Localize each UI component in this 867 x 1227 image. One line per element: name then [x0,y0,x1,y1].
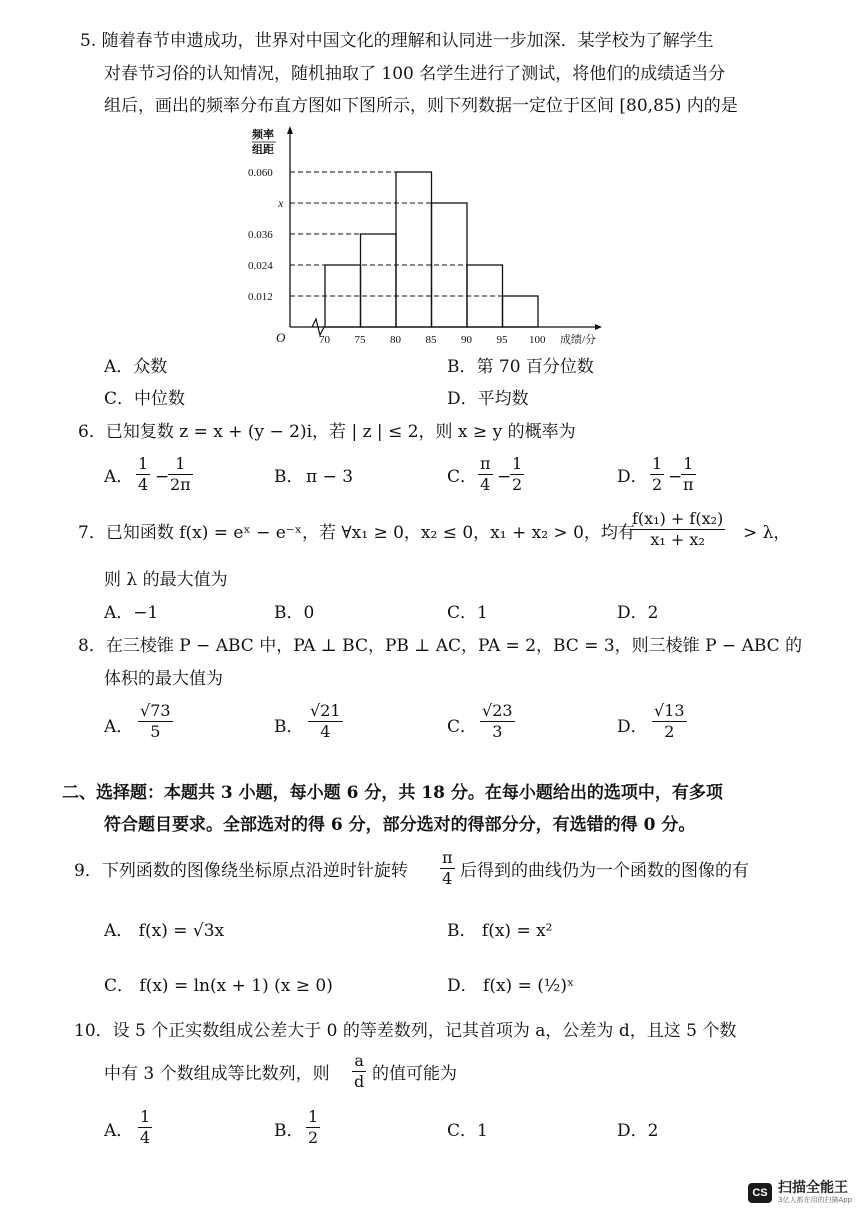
q6-option-b-label: B． [274,467,304,487]
y-tick-label-0: 0.060 [248,167,273,179]
q6-option-c-label: C． [447,467,478,487]
q10-stem-fraction: a d [354,1051,365,1091]
x-tick-label-0: 70 [319,334,330,346]
q10-stem-line2-post: 的值可能为 [372,1064,457,1084]
q5-option-b: B．第 70 百分位数 [447,357,594,377]
y-label-bottom: 组距 [252,144,274,156]
q6-option-a-frac1: 1 4 [138,454,149,494]
q6-option-b-expr: π − 3 [306,467,354,487]
q10-option-b-label: B． [274,1121,304,1141]
y-tick-label-2: 0.036 [248,229,273,241]
x-tick-label-5: 95 [496,334,508,346]
q5-stem-line1: 5. 随着春节申遗成功，世界对中国文化的理解和认同进一步加深．某学校为了解学生 [80,31,714,51]
q6-option-d-label: D． [617,467,648,487]
q10-option-b-frac: 1 2 [308,1107,319,1147]
q9-option-a: A． f(x) = √3x [104,921,225,941]
q10-option-a-frac: 1 4 [140,1107,151,1147]
origin-label: O [276,330,286,345]
q8-option-b-label: B． [274,717,304,737]
x-tick-label-4: 90 [461,334,472,346]
frequency-histogram [240,122,610,354]
watermark-slogan: 3亿人都在用的扫描App [778,1196,853,1204]
x-tick-label-6: 100 [529,334,546,346]
x-axis-arrow [595,324,602,330]
q9-option-c: C． f(x) = ln(x + 1) (x ≥ 0) [104,976,333,996]
y-tick-label-3: 0.024 [248,260,273,272]
q5-stem-line3: 组后，画出的频率分布直方图如下图所示，则下列数据一定位于区间 [80,85) 内的是 [104,96,738,116]
q7-option-b: B．0 [274,603,315,623]
q5-option-a: A．众数 [104,357,168,377]
q6-option-c-op: − [497,467,512,487]
q5-stem-line2: 对春节习俗的认知情况，随机抽取了 100 名学生进行了测试，将他们的成绩适当分 [104,64,726,84]
q6-option-c-frac2: 1 2 [512,454,523,494]
q9-option-d: D． f(x) = (½)ˣ [447,976,575,996]
q10-option-a-label: A． [104,1121,134,1141]
camscanner-logo-icon: CS [748,1183,772,1203]
q7-option-a: A．−1 [104,603,159,623]
q10-stem-line2-pre: 中有 3 个数组成等比数列，则 [104,1064,330,1084]
q9-stem-post: 后得到的曲线仍为一个函数的图像的有 [460,861,749,881]
y-tick-label-1: x [278,196,284,210]
watermark-app-name: 扫描全能王 [778,1180,848,1196]
q7-stem: 7．已知函数 f(x) = eˣ − e⁻ˣ，若 ∀x₁ ≥ 0，x₂ ≤ 0，x₁ + x₂ > 0，均有 [78,523,635,543]
q6-option-c-frac1: π 4 [480,454,491,494]
q8-option-d-label: D． [617,717,648,737]
q6-option-a-label: A． [104,467,134,487]
x-tick-label-2: 80 [390,334,401,346]
x-axis-label: 成绩/分 [560,334,597,346]
q7-fraction: f(x₁) + f(x₂) x₁ + x₂ [632,509,724,549]
q7-stem-line2: 则 λ 的最大值为 [104,570,228,590]
q8-option-c-frac: √23 3 [482,701,513,741]
q6-stem: 6．已知复数 z = x + (y − 2)i，若 | z | ≤ 2，则 x ≥ y 的概率为 [78,422,576,442]
q6-option-a-frac2: 1 2π [170,454,191,494]
y-label-top: 频率 [252,129,274,141]
histogram-bar-1 [361,234,397,327]
q8-option-a-frac: √73 5 [140,701,171,741]
q8-option-a-label: A． [104,717,134,737]
q9-option-b: B． f(x) = x² [447,921,553,941]
q8-option-d-frac: √13 2 [654,701,685,741]
q7-option-d: D．2 [617,603,659,623]
y-tick-label-4: 0.012 [248,291,273,303]
q6-option-a-op: − [155,467,170,487]
section2-heading-line2: 符合题目要求。全部选对的得 6 分，部分选对的得部分分，有选错的得 0 分。 [104,815,696,835]
scanner-watermark [748,1180,852,1205]
q5-option-d: D．平均数 [447,389,529,409]
q9-stem-fraction: π 4 [442,848,453,888]
histogram-bar-2 [396,172,432,327]
q8-option-c-label: C． [447,717,478,737]
q5-option-c: C．中位数 [104,389,186,409]
q7-stem-tail: > λ， [743,523,791,543]
q6-option-d-frac1: 1 2 [652,454,663,494]
q7-option-c: C．1 [447,603,488,623]
y-axis-arrow [287,126,293,134]
x-tick-label-3: 85 [425,334,437,346]
q10-option-d: D．2 [617,1121,659,1141]
section2-heading-line1: 二、选择题：本题共 3 小题，每小题 6 分，共 18 分。在每小题给出的选项中，有多项 [62,783,723,803]
q8-option-b-frac: √21 4 [310,701,341,741]
q10-stem-line1: 10．设 5 个正实数组成公差大于 0 的等差数列，记其首项为 a，公差为 d，且这 5 个数 [74,1021,737,1041]
q8-stem-line2: 体积的最大值为 [104,669,223,689]
q8-stem-line1: 8．在三棱锥 P − ABC 中，PA ⊥ BC，PB ⊥ AC，PA = 2，BC = 3，则三棱锥 P − ABC 的 [78,636,803,656]
x-tick-label-1: 75 [354,334,366,346]
q10-option-c: C．1 [447,1121,488,1141]
histogram-bar-5 [503,296,539,327]
q9-stem-pre: 9．下列函数的图像绕坐标原点沿逆时针旋转 [74,861,408,881]
q6-option-d-op: − [668,467,683,487]
q6-option-d-frac2: 1 π [683,454,694,494]
